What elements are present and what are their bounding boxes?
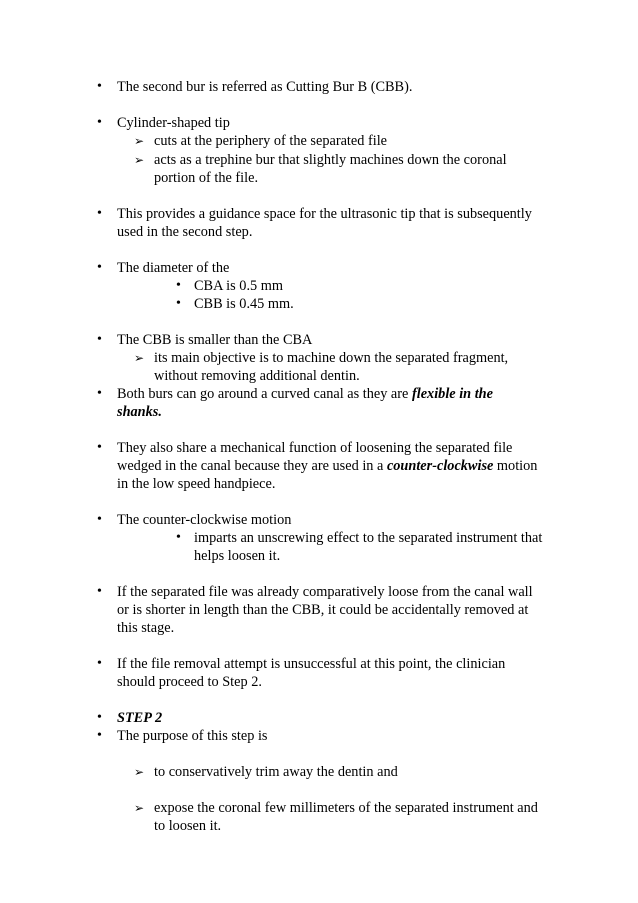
bullet-3-line-2: used in the second step. [117, 224, 253, 240]
bullet-6-dot: • [97, 386, 102, 401]
bullet-5-sub-1-arrow-icon: ➢ [134, 351, 145, 365]
bullet-9-line-2: or is shorter in length than the CBB, it could be accidentally removed at [117, 602, 529, 618]
bullet-6-line-1-emphasis: flexible in the [411, 386, 493, 402]
step-2-heading: STEP 2 [117, 710, 163, 726]
bullet-7-dot: • [97, 440, 102, 455]
bullet-8-sub-1-cont: helps loosen it. [194, 548, 281, 564]
bullet-7-line-2-tail: motion [493, 458, 538, 474]
bullet-1-dot: • [97, 79, 102, 94]
bullet-5-dot: • [97, 332, 102, 347]
bullet-7-line-3: in the low speed handpiece. [117, 476, 276, 492]
bullet-2-dot: • [97, 115, 102, 130]
bullet-5-sub-1-text: its main objective is to machine down the separated fragment, [154, 350, 509, 366]
bullet-12-sub-2-text: expose the coronal few millimeters of the separated instrument and [154, 800, 538, 816]
bullet-4-sub-2-text: CBB is 0.45 mm. [194, 296, 294, 312]
bullet-7-line-2-plain: wedged in the canal because they are used in a [117, 458, 387, 474]
bullet-12-sub-1-text: to conservatively trim away the dentin and [154, 764, 398, 780]
bullet-6-line-2-emphasis: shanks. [117, 404, 162, 420]
bullet-1-text: The second bur is referred as Cutting Bur B (CBB). [117, 79, 413, 95]
bullet-12-sub-1-arrow-icon: ➢ [134, 765, 145, 779]
bullet-10-line-1: If the file removal attempt is unsuccessful at this point, the clinician [117, 656, 506, 672]
bullet-9-dot: • [97, 584, 102, 599]
bullet-2-sub-1-arrow-icon: ➢ [134, 134, 145, 148]
bullet-8-sub-1-dot: • [176, 530, 181, 545]
bullet-9-line-3: this stage. [117, 620, 175, 636]
bullet-12-dot: • [97, 728, 102, 743]
bullet-11-dot: • [97, 710, 102, 725]
bullet-5-sub-1-cont: without removing additional dentin. [154, 368, 360, 384]
bullet-8-text: The counter-clockwise motion [117, 512, 292, 528]
bullet-6-line-1 [117, 385, 493, 403]
bullet-2-sub-2-arrow-icon: ➢ [134, 153, 145, 167]
bullet-8-dot: • [97, 512, 102, 527]
bullet-2-sub-2-text: acts as a trephine bur that slightly machines down the coronal [154, 152, 507, 168]
bullet-4-sub-1-dot: • [176, 278, 181, 293]
bullet-9-line-1: If the separated file was already comparatively loose from the canal wall [117, 584, 533, 600]
bullet-4-sub-2-dot: • [176, 296, 181, 311]
bullet-8-sub-1-text: imparts an unscrewing effect to the separated instrument that [194, 530, 543, 546]
bullet-3-dot: • [97, 206, 102, 221]
bullet-12-sub-2-arrow-icon: ➢ [134, 801, 145, 815]
bullet-7-line-2-emphasis: counter-clockwise [386, 458, 494, 474]
bullet-12-sub-2-cont: to loosen it. [154, 818, 222, 834]
bullet-10-dot: • [97, 656, 102, 671]
bullet-5-text: The CBB is smaller than the CBA [117, 332, 313, 348]
bullet-2-sub-2-cont: portion of the file. [154, 170, 259, 186]
bullet-2-sub-1-text: cuts at the periphery of the separated file [154, 133, 388, 149]
bullet-10-line-2: should proceed to Step 2. [117, 674, 262, 690]
bullet-4-text: The diameter of the [117, 260, 230, 276]
bullet-2-text: Cylinder-shaped tip [117, 115, 230, 131]
bullet-7-line-1: They also share a mechanical function of loosening the separated file [117, 440, 513, 456]
bullet-3-line-1: This provides a guidance space for the ultrasonic tip that is subsequently [117, 206, 532, 222]
bullet-7-line-2 [117, 457, 537, 475]
bullet-6-line-1-plain: Both burs can go around a curved canal as they are [117, 386, 412, 402]
bullet-12-text: The purpose of this step is [117, 728, 268, 744]
bullet-4-dot: • [97, 260, 102, 275]
bullet-4-sub-1-text: CBA is 0.5 mm [194, 278, 283, 294]
